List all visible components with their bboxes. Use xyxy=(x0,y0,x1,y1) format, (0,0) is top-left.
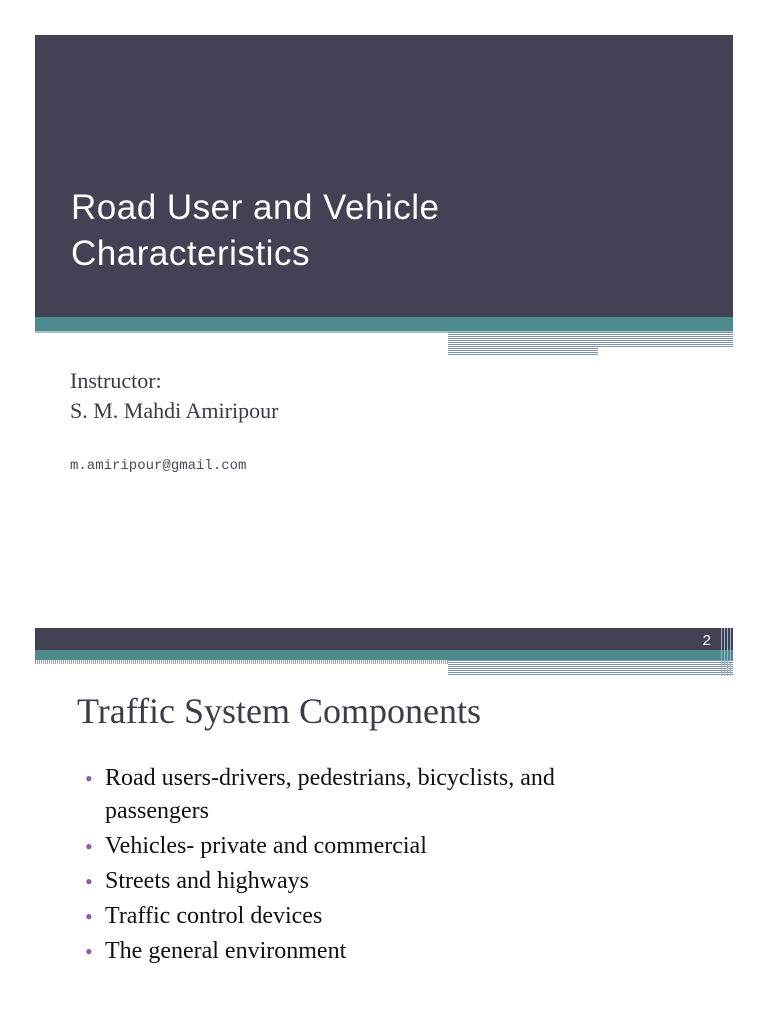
list-item-text: Vehicles- private and commercial xyxy=(105,833,427,859)
instructor-block xyxy=(70,366,278,426)
list-item-text: Road users-drivers, pedestrians, bicyclists, and passengers xyxy=(105,765,555,824)
bullet-icon: • xyxy=(85,834,93,859)
teal-accent-band xyxy=(35,650,733,660)
bullet-icon: • xyxy=(85,904,93,929)
bullet-icon: • xyxy=(85,939,93,964)
slide-number: 2 xyxy=(702,632,711,649)
slide-2 xyxy=(35,628,733,1018)
slide-title xyxy=(71,185,671,277)
instructor-name: S. M. Mahdi Amiripour xyxy=(70,398,279,423)
slide-1 xyxy=(35,35,733,325)
decorative-stripes xyxy=(448,332,733,348)
list-item-text: The general environment xyxy=(105,938,347,964)
decorative-stripes xyxy=(448,660,733,676)
list-item xyxy=(83,900,643,933)
decorative-stripes xyxy=(448,348,598,356)
bullet-icon: • xyxy=(85,869,93,894)
list-item-text: Streets and highways xyxy=(105,868,309,894)
header-band xyxy=(35,628,733,650)
bullet-list xyxy=(83,762,643,970)
title-line-2: Characteristics xyxy=(71,234,310,273)
list-item xyxy=(83,935,643,968)
teal-accent-band xyxy=(35,317,733,333)
list-item xyxy=(83,830,643,863)
list-item xyxy=(83,865,643,898)
decorative-edge-marks xyxy=(721,628,733,676)
title-line-1: Road User and Vehicle xyxy=(71,188,440,227)
instructor-email: m.amiripour@gmail.com xyxy=(70,458,247,474)
list-item xyxy=(83,762,643,828)
list-item-text: Traffic control devices xyxy=(105,903,323,929)
slide-title: Traffic System Components xyxy=(77,691,482,731)
bullet-icon: • xyxy=(85,766,93,791)
decorative-stripes xyxy=(35,660,448,664)
instructor-label: Instructor: xyxy=(70,368,162,393)
